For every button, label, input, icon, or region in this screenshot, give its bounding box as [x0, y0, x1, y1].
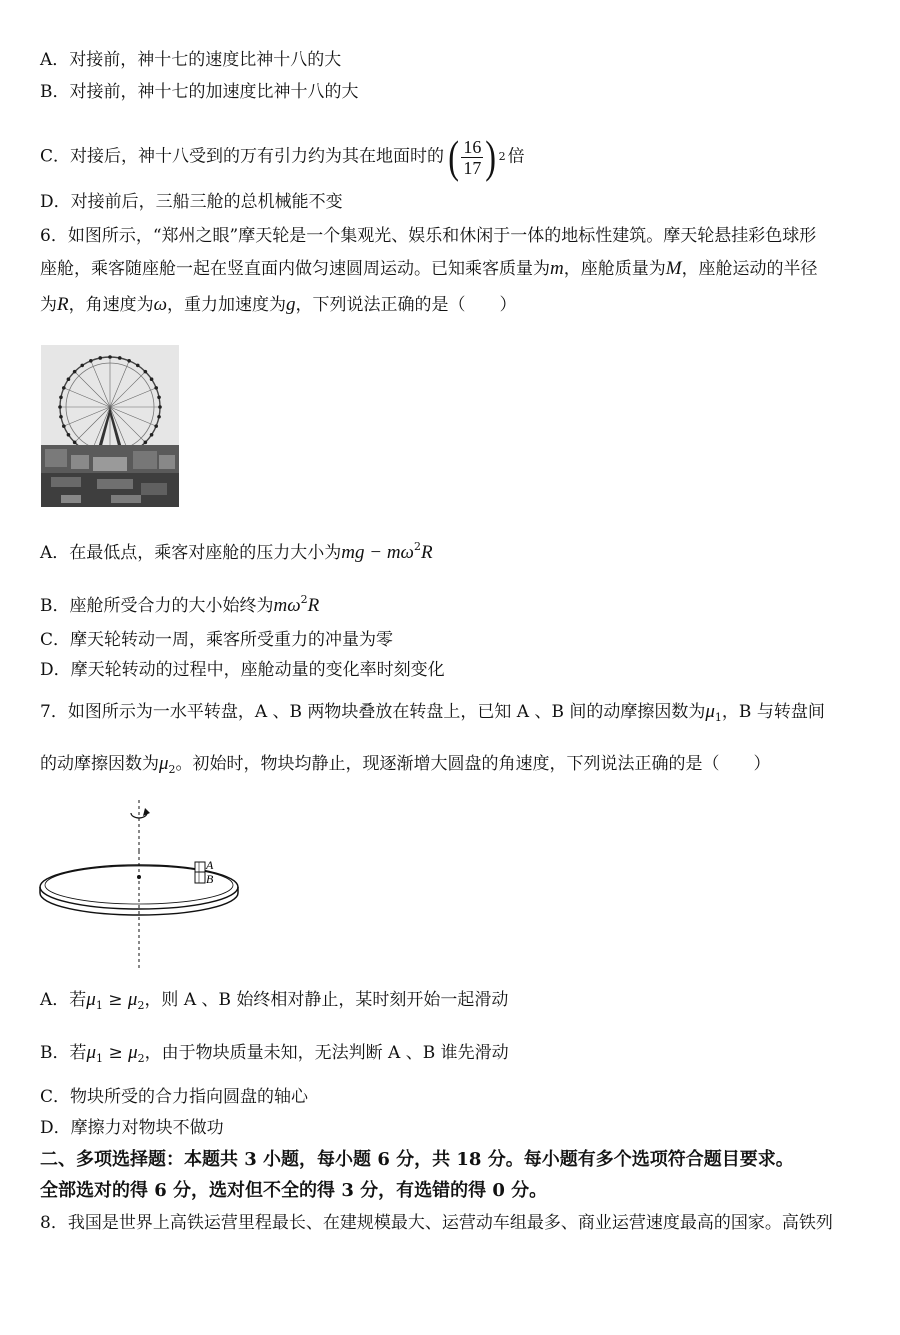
- q7-option-b-text: B．若: [40, 1043, 87, 1063]
- q6-option-a-text: A．在最低点，乘客对座舱的压力大小为: [40, 543, 342, 563]
- var-m: m: [550, 258, 564, 279]
- wheel-cabin: [59, 415, 63, 419]
- subscript: 1: [96, 1052, 104, 1065]
- q5-option-d: D．对接前后，三船三舱的总机械能不变: [40, 192, 343, 212]
- section2-heading-line1: 二、多项选择题：本题共 3 小题，每小题 6 分，共 18 分。每小题有多个选项符合题目要求。: [40, 1149, 794, 1170]
- q6-text: ，重力加速度为: [167, 295, 287, 315]
- q5-fraction: ( $\frac{16}{17}$ ) 2: [448, 131, 506, 182]
- wheel-cabin: [136, 364, 140, 368]
- wheel-cabin: [154, 386, 158, 390]
- q5-option-b: B．对接前，神十七的加速度比神十八的大: [40, 82, 359, 102]
- fraction-numerator: 16: [463, 136, 482, 157]
- wheel-cabin: [67, 433, 71, 437]
- q6-option-d: D．摩天轮转动的过程中，座舱动量的变化率时刻变化: [40, 660, 445, 680]
- q6-option-b-text: B．座舱所受合力的大小始终为: [40, 596, 274, 616]
- block-b-label: B: [206, 872, 214, 886]
- wheel-cabin: [144, 370, 148, 374]
- q7-option-d: D．摩擦力对物块不做功: [40, 1118, 224, 1138]
- q5-option-c-text: C．对接后，神十八受到的万有引力约为其在地面时的: [40, 146, 445, 167]
- exponent: 2: [300, 593, 308, 606]
- var-M: M: [665, 258, 682, 279]
- wheel-cabin: [158, 405, 162, 409]
- wheel-cabin: [67, 377, 71, 381]
- q6-text: ，角速度为: [68, 295, 154, 315]
- subscript: 1: [714, 711, 722, 724]
- q7-text: ，B 与转盘间: [721, 702, 825, 722]
- q7-text: 。初始时，物块均静止，现逐渐增大圆盘的角速度，下列说法正确的是（ ）: [175, 754, 771, 774]
- var-R: R: [420, 542, 433, 563]
- wheel-cabin: [73, 370, 77, 374]
- var-mu: μ: [128, 1042, 138, 1063]
- var-R: R: [307, 595, 320, 616]
- q6-text: 为: [40, 295, 57, 315]
- wheel-cabin: [150, 433, 154, 437]
- wheel-cabin: [80, 364, 84, 368]
- q7-option-a-text: A．若: [40, 990, 87, 1010]
- ferris-wheel-photo: [41, 345, 179, 507]
- fraction-exponent: 2: [498, 150, 506, 163]
- q6-stem-line1: 6．如图所示，“郑州之眼”摩天轮是一个集观光、娱乐和休闲于一体的地标性建筑。摩天轮悬挂彩色球形: [40, 226, 817, 246]
- q5-option-c: [40, 131, 525, 182]
- var-mu: μ: [705, 701, 715, 722]
- q6-text: ，座舱运动的半径: [681, 259, 818, 279]
- q5-option-c-suffix: 倍: [507, 146, 525, 167]
- fraction-denominator: 17: [463, 157, 482, 178]
- q6-option-b: [40, 586, 319, 620]
- wheel-cabin: [118, 356, 122, 360]
- q7-stem-line1: [40, 700, 825, 730]
- wheel-cabin: [98, 356, 102, 360]
- q6-stem-line3: [40, 293, 517, 317]
- wheel-cabin: [144, 441, 148, 445]
- q5-option-a: A．对接前，神十七的速度比神十八的大: [40, 50, 342, 70]
- wheel-cabin: [73, 441, 77, 445]
- q6-text: ，下列说法正确的是（ ）: [295, 295, 517, 315]
- q7-option-a: [40, 988, 508, 1018]
- wheel-cabin: [157, 415, 161, 419]
- var-mu: μ: [159, 753, 169, 774]
- formula: mg − mω: [341, 542, 414, 563]
- wheel-cabin: [150, 377, 154, 381]
- q6-stem-line2: [40, 257, 818, 281]
- wheel-cabin: [62, 386, 66, 390]
- q6-text: 座舱，乘客随座舱一起在竖直面内做匀速圆周运动。已知乘客质量为: [40, 259, 550, 279]
- q7-text: 7．如图所示为一水平转盘，A 、B 两物块叠放在转盘上，已知 A 、B 间的动摩擦因数为: [40, 702, 706, 722]
- q6-option-a: [40, 533, 433, 567]
- wheel-cabin: [89, 359, 93, 363]
- wheel-cabin: [59, 395, 63, 399]
- block-a-label: A: [206, 858, 214, 872]
- subscript: 1: [95, 999, 103, 1012]
- wheel-cabin: [58, 405, 62, 409]
- q6-text: ，座舱质量为: [563, 259, 666, 279]
- wheel-cabin: [127, 359, 131, 363]
- q7-option-b: [40, 1041, 509, 1071]
- wheel-cabin: [62, 424, 66, 428]
- wheel-cabin: [108, 355, 112, 359]
- wheel-cabin: [157, 395, 161, 399]
- var-mu: μ: [86, 989, 96, 1010]
- section2-heading-line2: 全部选对的得 6 分，选对但不全的得 3 分，有选错的得 0 分。: [40, 1180, 548, 1201]
- q7-stem-line2: [40, 752, 771, 782]
- q7-option-a-text: ，则 A 、B 始终相对静止，某时刻开始一起滑动: [144, 990, 509, 1010]
- var-mu: μ: [127, 989, 138, 1010]
- var-omega: ω: [153, 294, 168, 315]
- q8-stem-line1: 8．我国是世界上高铁运营里程最长、在建规模最大、运营动车组最多、商业运营速度最高的国家。高铁列: [40, 1213, 833, 1233]
- subscript: 2: [137, 999, 145, 1012]
- formula: mω: [273, 595, 301, 616]
- var-g: g: [286, 294, 296, 315]
- geq-symbol: ≥: [108, 990, 123, 1010]
- subscript: 2: [168, 763, 176, 776]
- q7-option-c: C．物块所受的合力指向圆盘的轴心: [40, 1087, 309, 1107]
- turntable-diagram: [38, 795, 248, 975]
- q7-text: 的动摩擦因数为: [40, 754, 159, 774]
- var-mu: μ: [86, 1042, 97, 1063]
- q6-option-c: C．摩天轮转动一周，乘客所受重力的冲量为零: [40, 630, 394, 650]
- var-R: R: [57, 294, 69, 315]
- wheel-cabin: [154, 424, 158, 428]
- geq-symbol: ≥: [108, 1043, 123, 1063]
- exponent: 2: [413, 540, 421, 553]
- subscript: 2: [137, 1052, 145, 1065]
- q7-option-b-text: ，由于物块质量未知，无法判断 A 、B 谁先滑动: [144, 1043, 509, 1063]
